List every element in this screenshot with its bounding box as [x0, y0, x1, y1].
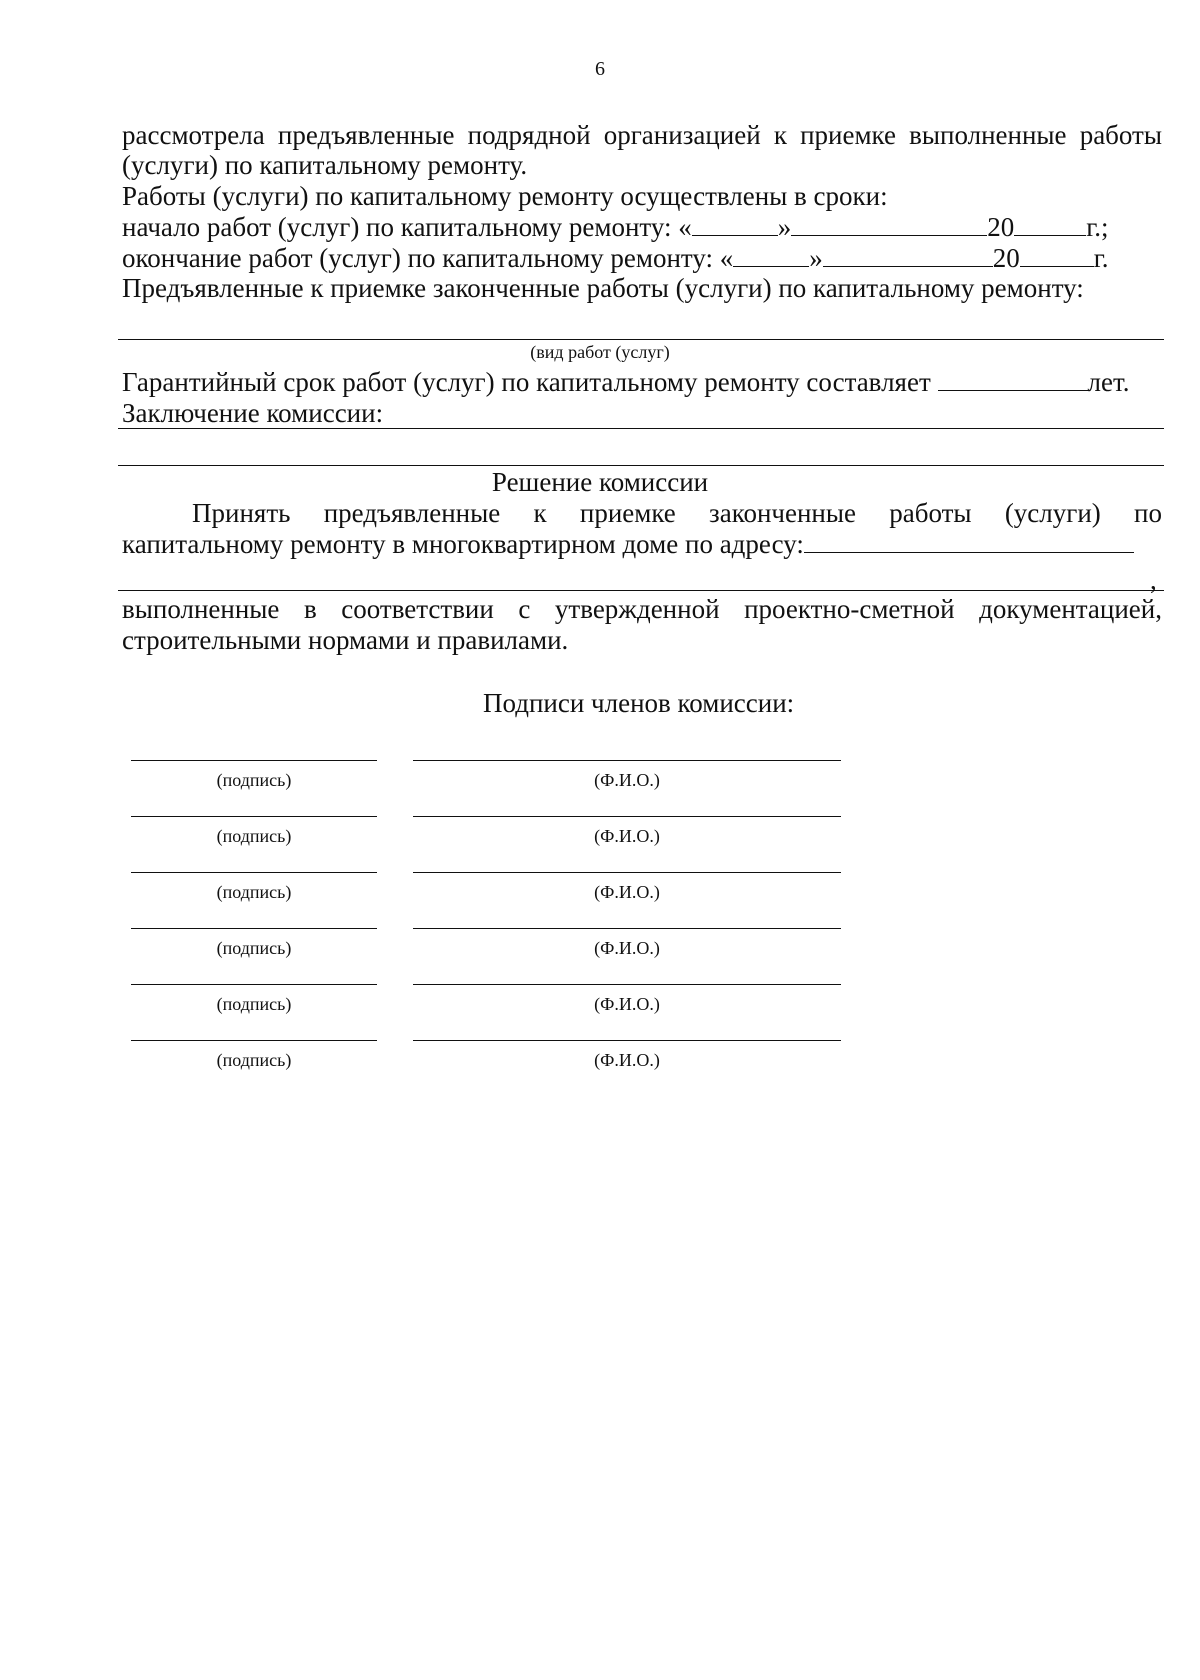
decision-comma: , — [1150, 565, 1157, 595]
signatures-title: Подписи членов комиссии: — [483, 688, 795, 718]
decision-line-1: Принять предъявленные к приемке законченные работы (услуги) по — [192, 498, 1162, 528]
signature-caption: (подпись) — [216, 938, 292, 958]
signature-row — [0, 872, 1200, 928]
signature-row — [0, 928, 1200, 984]
name-caption: (Ф.И.О.) — [594, 770, 660, 790]
work-type-caption: (вид работ (услуг) — [530, 342, 670, 362]
name-caption: (Ф.И.О.) — [594, 882, 660, 902]
name-line[interactable] — [413, 984, 841, 985]
name-caption: (Ф.И.О.) — [594, 826, 660, 846]
signature-row — [0, 816, 1200, 872]
intro-line-2: (услуги) по капитальному ремонту. — [122, 150, 528, 180]
conclusion-rule-2[interactable] — [118, 465, 1164, 466]
warranty-label: Гарантийный срок работ (услуг) по капитальному ремонту составляет — [122, 367, 931, 397]
end-year-prefix: 20 — [992, 243, 1020, 273]
start-date-label: начало работ (услуг) по капитальному ремонту: « — [122, 212, 692, 242]
signature-line[interactable] — [131, 816, 377, 817]
signature-line[interactable] — [131, 760, 377, 761]
address-rule[interactable] — [118, 590, 1164, 591]
signature-caption: (подпись) — [216, 994, 292, 1014]
signature-caption: (подпись) — [216, 826, 292, 846]
signature-caption: (подпись) — [216, 1050, 292, 1070]
end-close-quote: » — [809, 243, 823, 273]
compliance-line-2: строительными нормами и правилами. — [122, 625, 569, 655]
start-close-quote: » — [777, 212, 792, 242]
name-line[interactable] — [413, 816, 841, 817]
signature-line[interactable] — [131, 984, 377, 985]
signature-row — [0, 1040, 1200, 1096]
decision-title: Решение комиссии — [491, 467, 709, 497]
terms-heading: Работы (услуги) по капитальному ремонту осуществлены в сроки: — [122, 181, 888, 211]
name-caption: (Ф.И.О.) — [594, 938, 660, 958]
conclusion-rule-1[interactable] — [118, 428, 1164, 429]
signature-row — [0, 984, 1200, 1040]
start-suffix: г.; — [1086, 212, 1109, 242]
end-date-line — [122, 243, 1162, 273]
decision-address-line — [122, 529, 1162, 559]
start-month-blank[interactable] — [791, 213, 987, 236]
name-line[interactable] — [413, 872, 841, 873]
decision-line-2: капитальному ремонту в многоквартирном доме по адресу: — [122, 529, 804, 559]
address-blank[interactable] — [804, 530, 1134, 553]
start-year-prefix: 20 — [987, 212, 1015, 242]
name-caption: (Ф.И.О.) — [594, 1050, 660, 1070]
name-line[interactable] — [413, 760, 841, 761]
compliance-line-1: выполненные в соответствии с утвержденной проектно-сметной документацией, — [122, 594, 1162, 624]
end-month-blank[interactable] — [823, 244, 993, 267]
name-line[interactable] — [413, 928, 841, 929]
name-caption: (Ф.И.О.) — [594, 994, 660, 1014]
warranty-suffix: лет. — [1087, 367, 1130, 397]
signature-caption: (подпись) — [216, 882, 292, 902]
end-year-blank[interactable] — [1020, 244, 1094, 267]
signature-caption: (подпись) — [216, 770, 292, 790]
intro-line-1: рассмотрела предъявленные подрядной организацией к приемке выполненные работы — [122, 120, 1162, 150]
work-type-rule[interactable] — [118, 339, 1164, 340]
start-day-blank[interactable] — [692, 213, 778, 236]
presented-works: Предъявленные к приемке законченные работы (услуги) по капитальному ремонту: — [122, 273, 1084, 303]
conclusion-label: Заключение комиссии: — [122, 398, 384, 428]
start-year-blank[interactable] — [1014, 213, 1086, 236]
signature-line[interactable] — [131, 1040, 377, 1041]
page-number: 6 — [595, 58, 605, 80]
warranty-line — [122, 367, 1162, 397]
signature-line[interactable] — [131, 872, 377, 873]
start-date-line — [122, 212, 1162, 242]
warranty-years-blank[interactable] — [938, 368, 1088, 391]
signature-row — [0, 760, 1200, 816]
end-suffix: г. — [1093, 243, 1109, 273]
end-date-label: окончание работ (услуг) по капитальному ремонту: « — [122, 243, 734, 273]
signature-line[interactable] — [131, 928, 377, 929]
end-day-blank[interactable] — [733, 244, 809, 267]
name-line[interactable] — [413, 1040, 841, 1041]
